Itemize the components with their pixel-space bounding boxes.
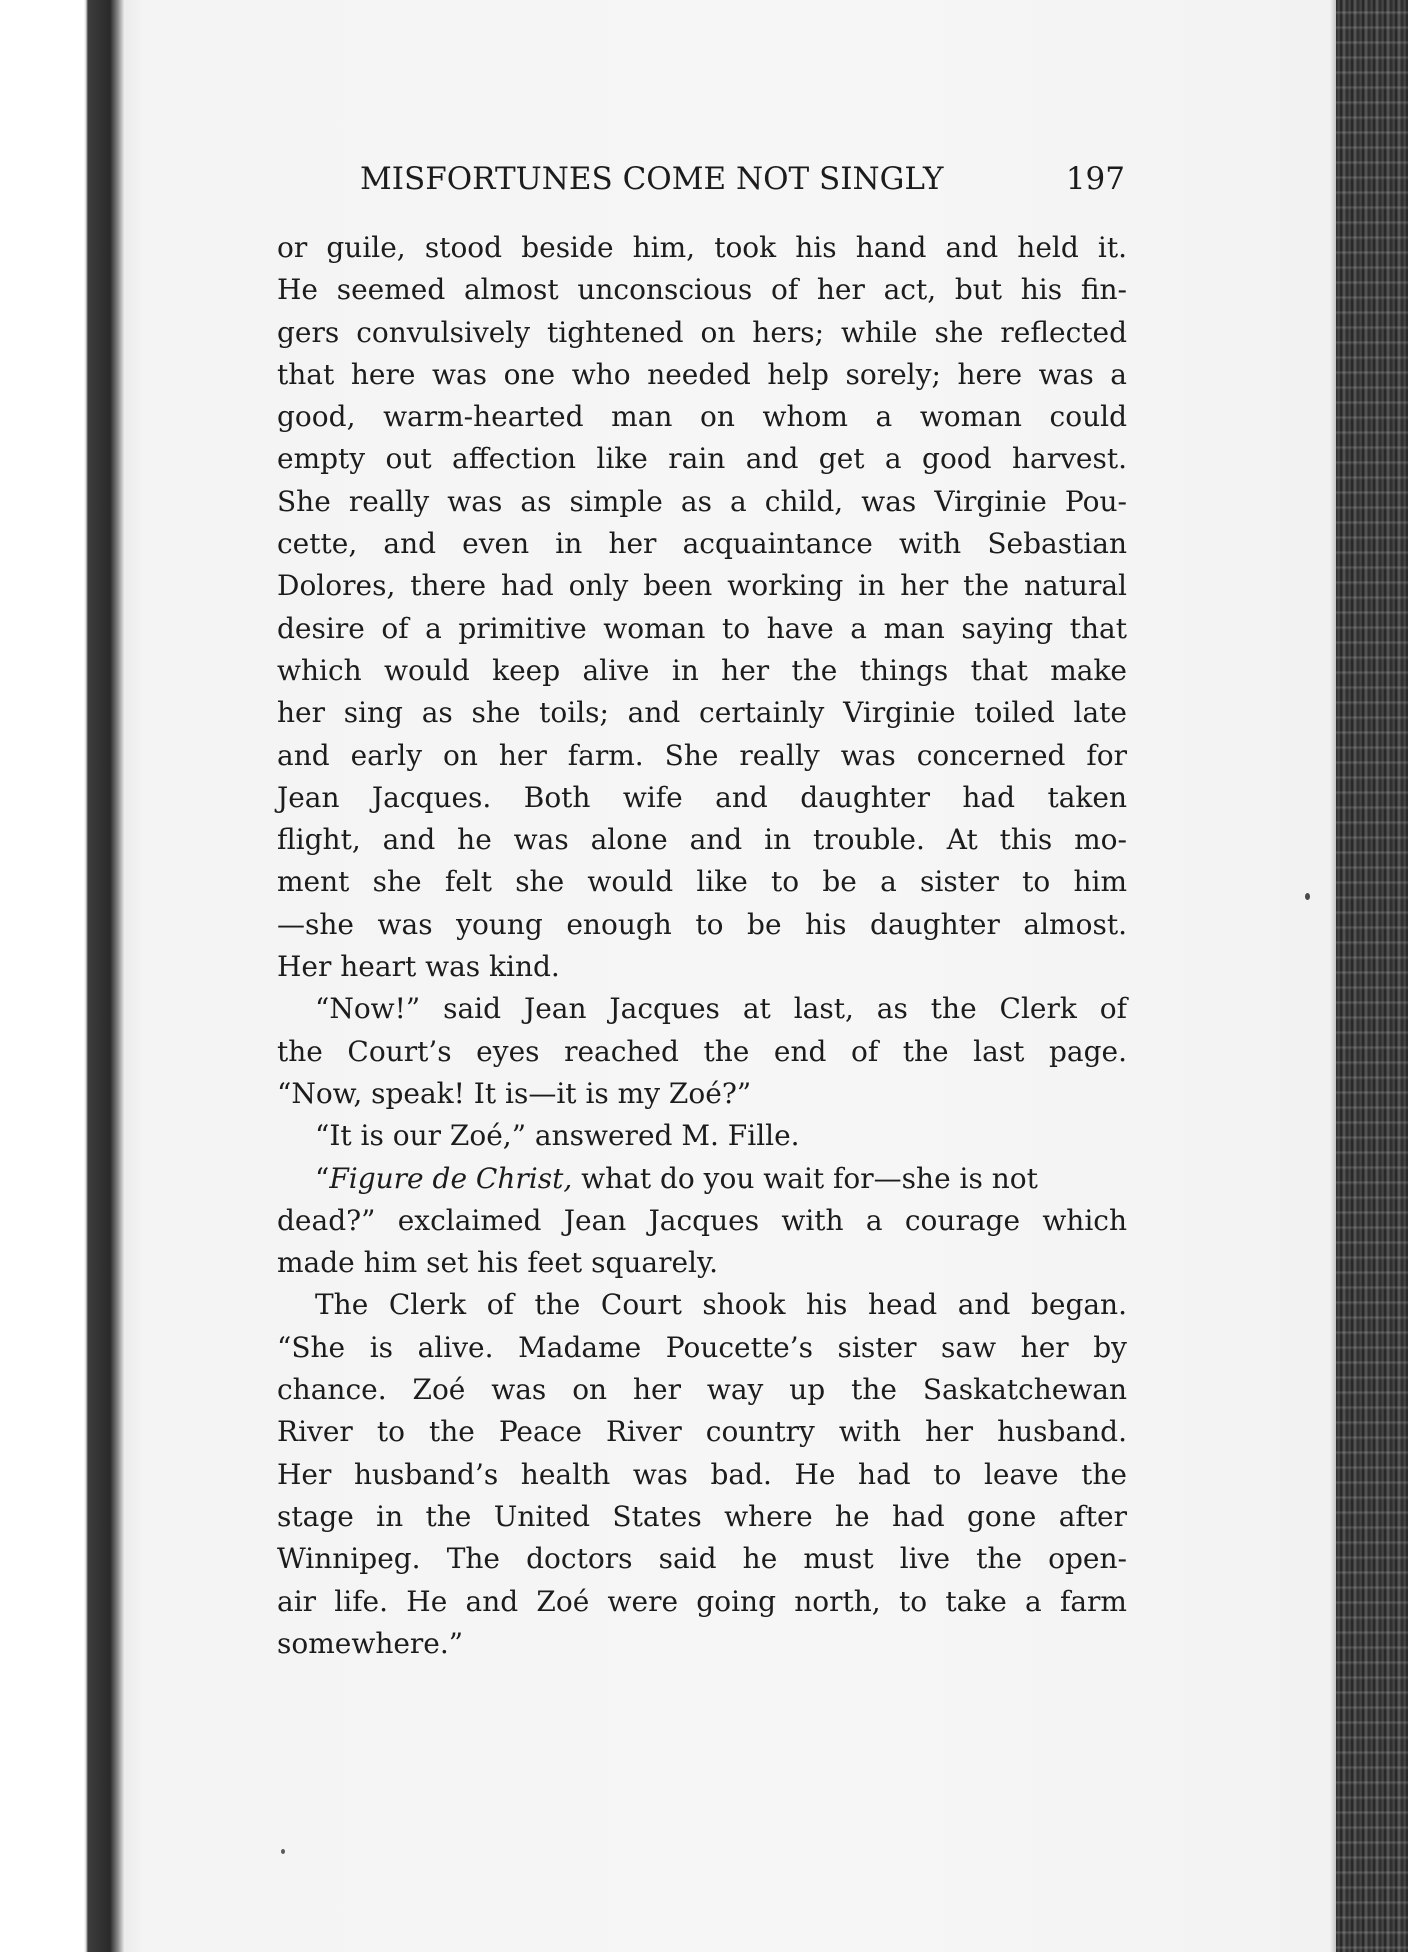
text-line: good, warm-hearted man on whom a woman could	[277, 400, 1127, 434]
running-head: MISFORTUNES COME NOT SINGLY	[360, 161, 944, 197]
text-line: The Clerk of the Court shook his head and began.	[315, 1288, 1127, 1322]
text-line: desire of a primitive woman to have a man saying that	[277, 611, 1127, 645]
text-line: cette, and even in her acquaintance with Sebastian	[277, 527, 1127, 561]
text-line: that here was one who needed help sorely; here was a	[277, 357, 1127, 391]
text-line: or guile, stood beside him, took his hand and held it.	[277, 231, 1127, 264]
text-line: “Now, speak! It is—it is my Zoé?”	[277, 1076, 752, 1110]
text-line: Her husband’s health was bad. He had to leave the	[277, 1457, 1127, 1491]
text-line: stage in the United States where he had gone after	[277, 1499, 1127, 1533]
text-line: ment she felt she would like to be a sister to him	[277, 865, 1127, 899]
body-text	[277, 227, 1127, 1665]
text-line: empty out affection like rain and get a good harvest.	[277, 442, 1127, 476]
text-line: somewhere.”	[277, 1626, 464, 1660]
text-line: flight, and he was alone and in trouble. At this mo-	[277, 823, 1127, 857]
text-line: —she was young enough to be his daughter almost.	[277, 907, 1127, 941]
text-line: Her heart was kind.	[277, 950, 560, 984]
text-line: Dolores, there had only been working in her the natural	[277, 569, 1127, 603]
text-line: Winnipeg. The doctors said he must live the open-	[277, 1542, 1127, 1576]
text-line: “It is our Zoé,” answered M. Fille.	[315, 1119, 800, 1153]
text-line: and early on her farm. She really was concerned for	[277, 738, 1127, 772]
stacked-page-edges	[1336, 0, 1408, 1952]
text-line: made him set his feet squarely.	[277, 1246, 719, 1280]
text-line: air life. He and Zoé were going north, to take a farm	[277, 1584, 1127, 1618]
line-remainder: what do you wait for—she is not	[572, 1161, 1038, 1195]
text-line: gers convulsively tightened on hers; while she reflected	[277, 315, 1127, 349]
text-line-with-italic	[277, 1158, 1127, 1200]
text-line: River to the Peace River country with her husband.	[277, 1415, 1127, 1449]
opening-quote: “	[315, 1161, 330, 1195]
text-line: her sing as she toils; and certainly Virginie toiled late	[277, 696, 1127, 730]
text-line: He seemed almost unconscious of her act, but his fin-	[277, 273, 1127, 307]
text-line: She really was as simple as a child, was Virginie Pou-	[277, 484, 1127, 518]
text-line: “Now!” said Jean Jacques at last, as the Clerk of	[315, 992, 1127, 1026]
text-line: “She is alive. Madame Poucette’s sister saw her by	[277, 1330, 1127, 1364]
text-line: Jean Jacques. Both wife and daughter had taken	[277, 780, 1127, 814]
text-line: dead?” exclaimed Jean Jacques with a courage which	[277, 1203, 1127, 1237]
text-line: the Court’s eyes reached the end of the last page.	[277, 1034, 1127, 1068]
paper-speck	[281, 1849, 285, 1854]
italic-phrase: Figure de Christ,	[329, 1161, 573, 1195]
page-number: 197	[1065, 161, 1125, 197]
text-line: which would keep alive in her the things that make	[277, 653, 1127, 687]
paper-speck	[1305, 893, 1310, 900]
page-header	[280, 155, 1125, 203]
text-line: chance. Zoé was on her way up the Saskatchewan	[277, 1373, 1127, 1407]
